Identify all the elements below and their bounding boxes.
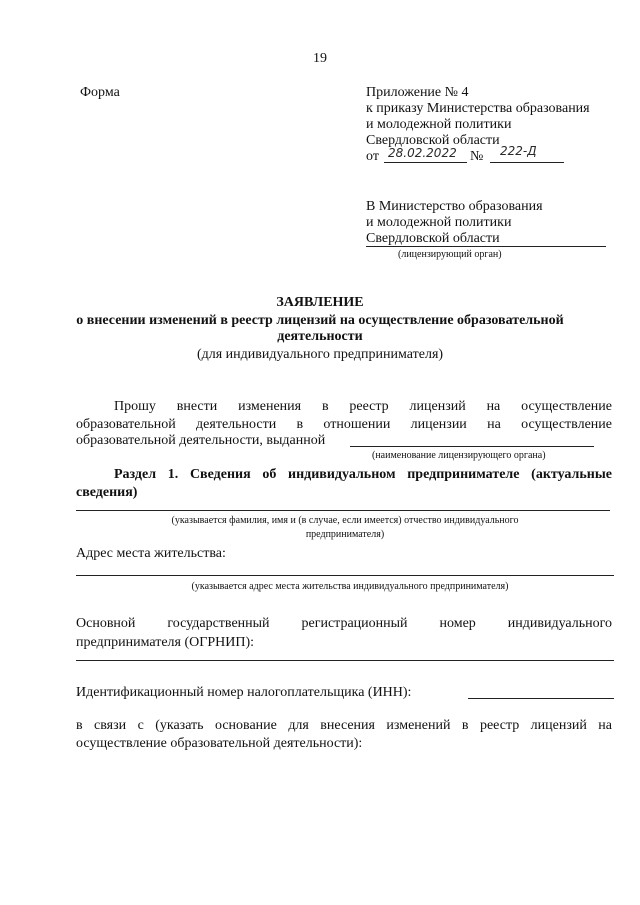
ogrnip-field[interactable] — [76, 660, 614, 661]
inn-field[interactable] — [468, 698, 614, 699]
appendix-order-line: к приказу Министерства образования — [366, 101, 590, 116]
address-label: Адрес места жительства: — [76, 546, 226, 561]
appendix-ministry-line: и молодежной политики — [366, 117, 512, 132]
title-line-2: деятельности — [277, 329, 363, 344]
appendix-number: Приложение № 4 — [366, 85, 469, 100]
page-number: 19 — [313, 51, 327, 66]
ogrnip-label-line-2: предпринимателя (ОГРНИП): — [76, 635, 255, 650]
addressee-line-1: В Министерство образования — [366, 199, 543, 214]
addressee-line-2: и молодежной политики — [366, 215, 512, 230]
title-subtitle: (для индивидуального предпринимателя) — [196, 347, 444, 362]
name-caption-line-2: предпринимателя) — [305, 529, 385, 540]
ogrnip-label-line-1: Основной государственный регистрационный номер индивидуального — [76, 616, 612, 631]
number-underline — [490, 162, 564, 163]
addressee-line-3: Свердловской области — [366, 231, 500, 246]
address-field[interactable] — [76, 575, 614, 576]
document-title: ЗАЯВЛЕНИЕ — [276, 295, 364, 310]
request-line-1: Прошу внести изменения в реестр лицензий на осуществление — [114, 399, 612, 414]
name-caption-line-1: (указывается фамилия, имя и (в случае, если имеется) отчество индивидуального — [171, 515, 519, 526]
issued-by-caption: (наименование лицензирующего органа) — [372, 450, 546, 461]
date-underline — [384, 162, 467, 163]
addressee-underline — [366, 246, 606, 247]
title-line-1: о внесении изменений в реестр лицензий на осуществление образовательной — [76, 313, 564, 328]
entrepreneur-name-field[interactable] — [76, 510, 610, 511]
reason-line-1: в связи с (указать основание для внесения изменений в реестр лицензий на — [76, 718, 612, 733]
request-line-3: образовательной деятельности, выданной — [76, 433, 326, 448]
handwritten-date: 28.02.2022 — [388, 146, 457, 160]
handwritten-number: 222-Д — [500, 144, 537, 158]
issued-by-field[interactable] — [350, 446, 594, 447]
appendix-number-prefix: № — [470, 149, 484, 164]
form-label: Форма — [80, 85, 120, 100]
appendix-region-line: Свердловской области — [366, 133, 500, 148]
reason-line-2: осуществление образовательной деятельности): — [76, 736, 363, 751]
inn-label: Идентификационный номер налогоплательщика (ИНН): — [76, 685, 412, 700]
section1-heading-cont: сведения) — [76, 485, 138, 500]
section1-heading: Раздел 1. Сведения об индивидуальном предпринимателе (актуальные — [114, 467, 612, 482]
appendix-date-prefix: от — [366, 149, 379, 164]
licensing-body-caption: (лицензирующий орган) — [398, 249, 502, 260]
request-line-2: образовательной деятельности в отношении лицензии на осуществление — [76, 417, 612, 432]
address-caption: (указывается адрес места жительства индивидуального предпринимателя) — [191, 581, 509, 592]
